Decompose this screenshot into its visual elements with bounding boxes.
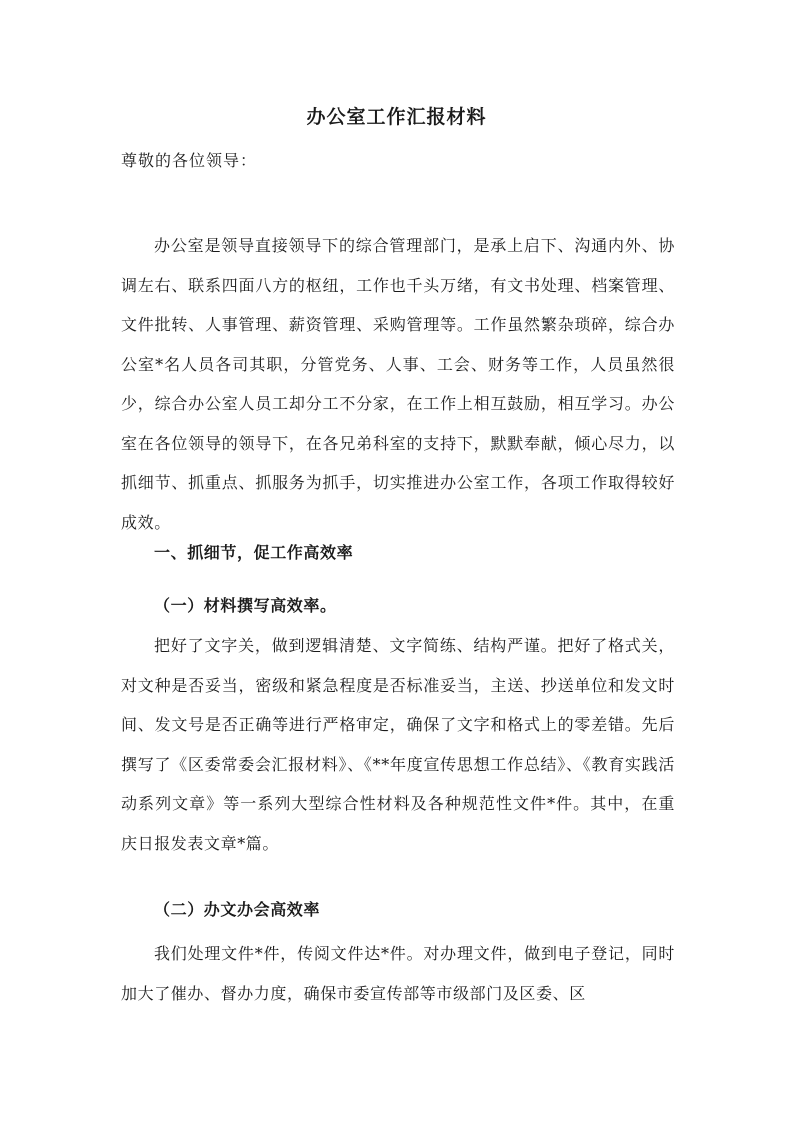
salutation: 尊敬的各位领导：: [121, 151, 258, 170]
section-heading-1: 一、抓细节，促工作高效率: [154, 543, 354, 562]
document-title: 办公室工作汇报材料: [306, 106, 487, 128]
office-paragraph: 我们处理文件*件，传阅文件达*件。对办理文件，做到电子登记，同时加大了催办、督办力度，确保市委宣传部等市级部门及区委、区: [121, 944, 675, 1003]
subsection-heading-1: （一）材料撰写高效率。: [154, 596, 337, 615]
intro-paragraph: 办公室是领导直接领导下的综合管理部门，是承上启下、沟通内外、协调左右、联系四面八方的枢纽，工作也千头万绪，有文书处理、档案管理、文件批转、人事管理、薪资管理、采购管理等。工作虽然繁杂琐碎，综合办公室*名人员各司其职，分管党务、人事、工会、财务等工作，人员虽然很少，综合办公室人员工却分工不分家，在工作上相互鼓励，相互学习。办公室在各位领导的领导下，在各兄弟科室的支持下，默默奉献，倾心尽力，以抓细节、抓重点、抓服务为抓手，切实推进办公室工作，各项工作取得较好成效。: [121, 236, 675, 532]
subsection-heading-2: （二）办文办会高效率: [154, 900, 321, 919]
writing-paragraph: 把好了文字关，做到逻辑清楚、文字简练、结构严谨。把好了格式关，对文种是否妥当，密级和紧急程度是否标准妥当，主送、抄送单位和发文时间、发文号是否正确等进行严格审定，确保了文字和格式上的零差错。先后撰写了《区委常委会汇报材料》、《**年度宣传思想工作总结》、《教育实践活动系列文章》等一系列大型综合性材料及各种规范性文件*件。其中，在重庆日报发表文章*篇。: [121, 636, 675, 853]
